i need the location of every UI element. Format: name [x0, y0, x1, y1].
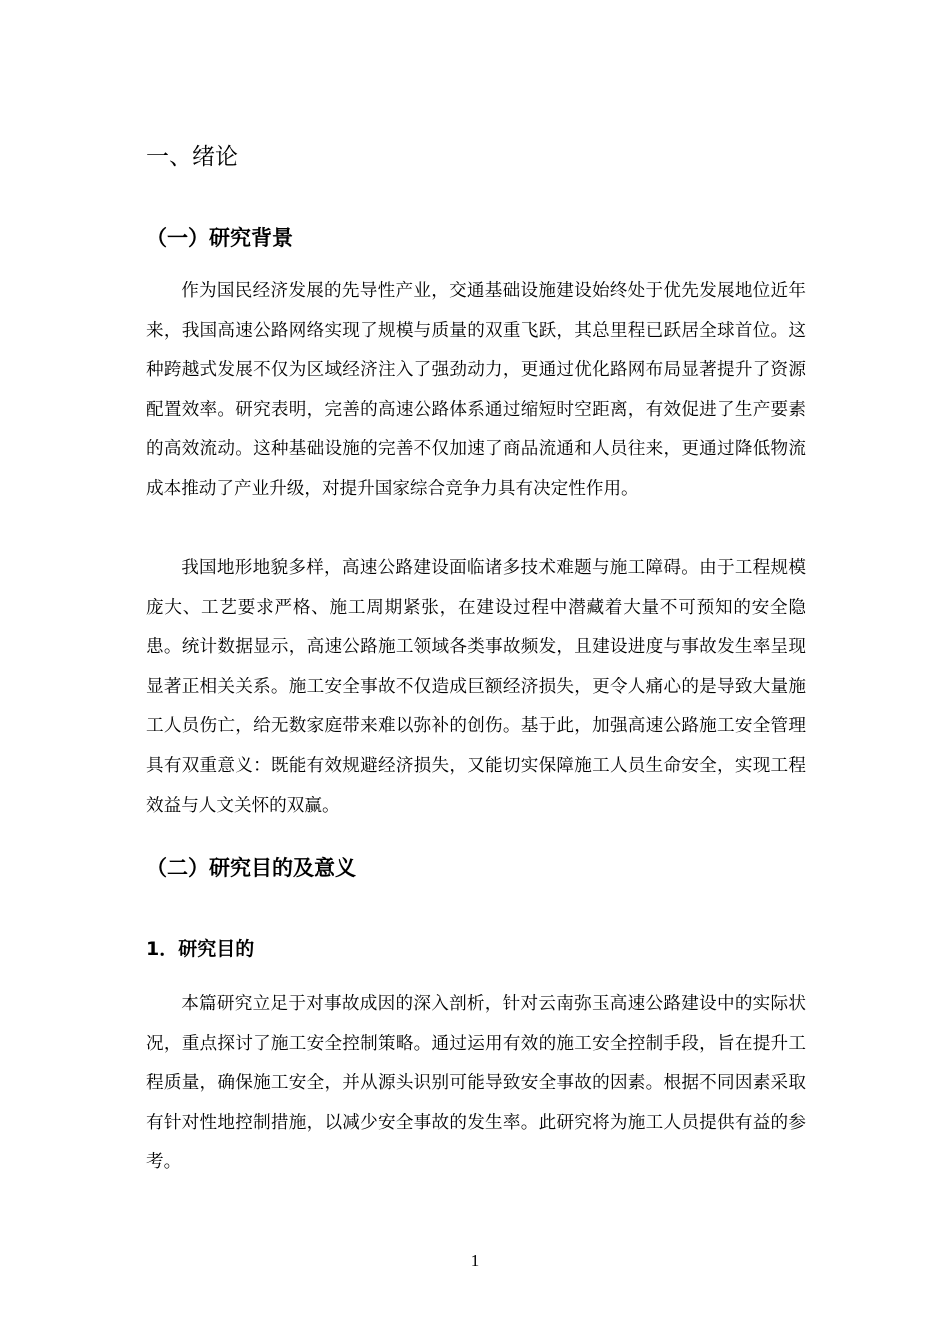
paragraph-background-2: 我国地形地貌多样，高速公路建设面临诸多技术难题与施工障碍。由于工程规模庞大、工艺要求严格、施工周期紧张，在建设过程中潜藏着大量不可预知的安全隐患。统计数据显示，高速公路施工领域各类事故频发，且建设进度与事故发生率呈现显著正相关关系。施工安全事故不仅造成巨额经济损失，更令人痛心的是导致大量施工人员伤亡，给无数家庭带来难以弥补的创伤。基于此，加强高速公路施工安全管理具有双重意义：既能有效规避经济损失，又能切实保障施工人员生命安全，实现工程效益与人文关怀的双赢。: [146, 558, 806, 816]
subsection-heading-purpose: 1．研究目的: [146, 938, 255, 960]
paragraph-background-1: 作为国民经济发展的先导性产业，交通基础设施建设始终处于优先发展地位近年来，我国高速公路网络实现了规模与质量的双重飞跃，其总里程已跃居全球首位。这种跨越式发展不仅为区域经济注入了强劲动力，更通过优化路网布局显著提升了资源配置效率。研究表明，完善的高速公路体系通过缩短时空距离，有效促进了生产要素的高效流动。这种基础设施的完善不仅加速了商品流通和人员往来，更通过降低物流成本推动了产业升级，对提升国家综合竞争力具有决定性作用。: [146, 281, 806, 499]
section-heading-background: （一）研究背景: [146, 226, 293, 250]
chapter-heading: 一、绪论: [146, 144, 238, 170]
page-number: 1: [470, 1251, 480, 1270]
section-heading-purpose-significance: （二）研究目的及意义: [146, 856, 356, 880]
paragraph-purpose-1: 本篇研究立足于对事故成因的深入剖析，针对云南弥玉高速公路建设中的实际状况，重点探讨了施工安全控制策略。通过运用有效的施工安全控制手段，旨在提升工程质量，确保施工安全，并从源头识别可能导致安全事故的因素。根据不同因素采取有针对性地控制措施，以减少安全事故的发生率。此研究将为施工人员提供有益的参考。: [146, 994, 806, 1173]
